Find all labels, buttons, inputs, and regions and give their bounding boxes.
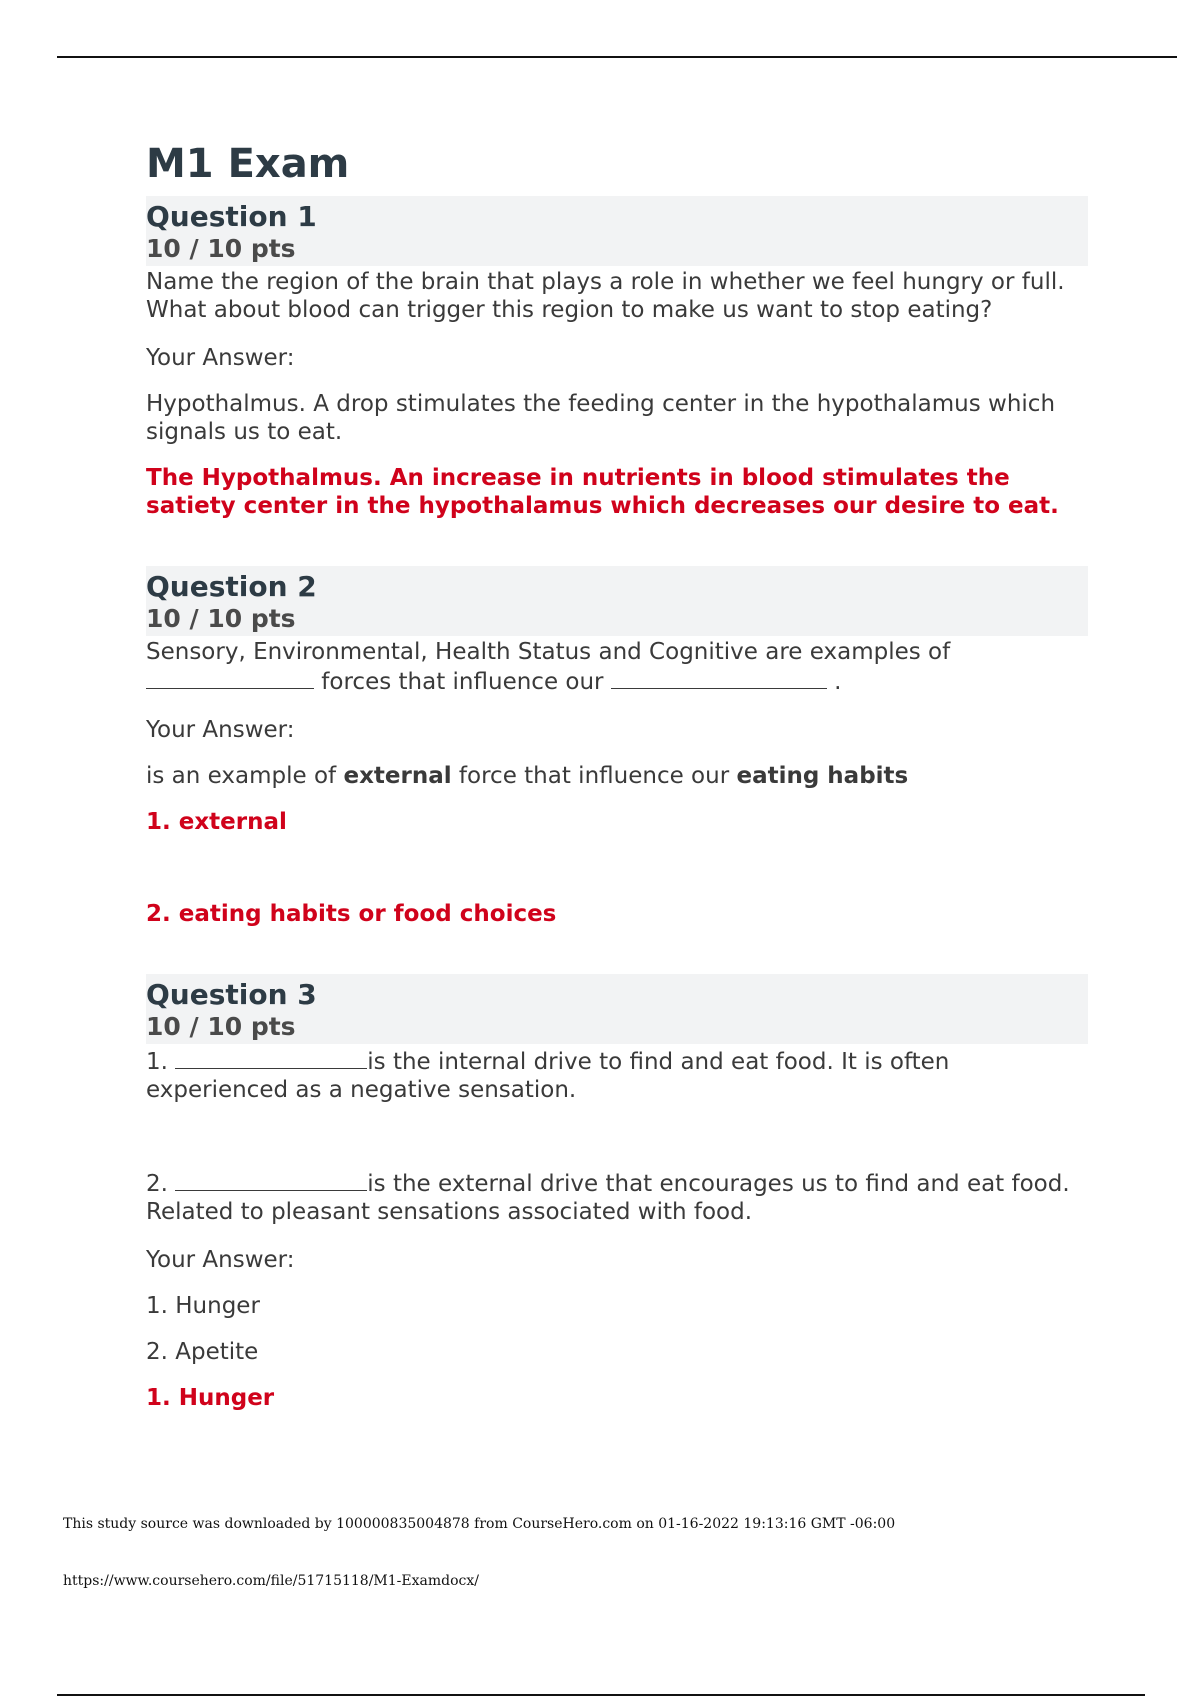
- question-text-end: .: [826, 669, 842, 695]
- answer-text: force that influence our: [451, 763, 737, 789]
- correct-answer: 2. eating habits or food choices: [146, 901, 557, 927]
- fill-in-blank: [146, 666, 314, 689]
- item-number: 2.: [146, 1171, 168, 1197]
- fill-in-blank: [175, 1168, 367, 1191]
- question-text-mid: forces that influence our: [314, 669, 611, 695]
- question-item: [146, 1046, 1088, 1104]
- student-answer: Hypothalmus. A drop stimulates the feeding center in the hypothalamus which signals us to eat.: [146, 391, 1056, 445]
- question-title: Question 3: [146, 978, 317, 1011]
- answer-text: is an example of: [146, 763, 344, 789]
- answer-label: Your Answer:: [146, 345, 295, 371]
- fill-in-blank: [175, 1046, 367, 1069]
- answer-label: Your Answer:: [146, 717, 295, 743]
- answer-bold: eating habits: [736, 763, 909, 789]
- question-text: [146, 638, 1088, 696]
- question-text: Name the region of the brain that plays a role in whether we feel hungry or full. What about blood can trigger this region to make us want to stop eating?: [146, 269, 1065, 323]
- correct-answer: The Hypothalmus. An increase in nutrients in blood stimulates the satiety center in the hypothalamus which decreases our desire to eat.: [146, 465, 1059, 519]
- bottom-rule: [57, 1694, 1145, 1696]
- question-3: [146, 974, 1088, 1412]
- correct-answer: 1. external: [146, 809, 287, 835]
- question-title: Question 1: [146, 200, 317, 233]
- page-title: M1 Exam: [146, 141, 350, 187]
- item-number: 1.: [146, 1049, 168, 1075]
- question-text-line: Sensory, Environmental, Health Status and Cognitive are examples of: [146, 639, 951, 665]
- correct-answer: 1. Hunger: [146, 1385, 275, 1411]
- question-points: 10 / 10 pts: [146, 234, 296, 263]
- top-rule: [57, 56, 1177, 58]
- question-item: [146, 1168, 1088, 1226]
- item-text: is the internal drive to find and eat food. It is often experienced as a negative sensation.: [146, 1049, 950, 1103]
- question-header: [146, 974, 1088, 1044]
- answer-label: Your Answer:: [146, 1247, 295, 1273]
- fill-in-blank: [611, 666, 827, 689]
- download-notice: This study source was downloaded by 100000835004878 from CourseHero.com on 01-16-2022 19:13:16 GMT -06:00: [63, 1516, 896, 1532]
- question-header: [146, 196, 1088, 266]
- item-text: is the external drive that encourages us to find and eat food. Related to pleasant sensations associated with food.: [146, 1171, 1070, 1225]
- student-answer: [146, 762, 1088, 790]
- student-answer: 1. Hunger: [146, 1293, 260, 1319]
- question-header: [146, 566, 1088, 636]
- question-points: 10 / 10 pts: [146, 604, 296, 633]
- source-url[interactable]: https://www.coursehero.com/file/51715118/M1-Examdocx/: [63, 1573, 479, 1589]
- exam-content: [146, 140, 1088, 1458]
- question-title: Question 2: [146, 570, 317, 603]
- question-1: [146, 196, 1088, 520]
- question-points: 10 / 10 pts: [146, 1012, 296, 1041]
- student-answer: 2. Apetite: [146, 1339, 259, 1365]
- question-2: [146, 566, 1088, 928]
- answer-bold: external: [343, 763, 452, 789]
